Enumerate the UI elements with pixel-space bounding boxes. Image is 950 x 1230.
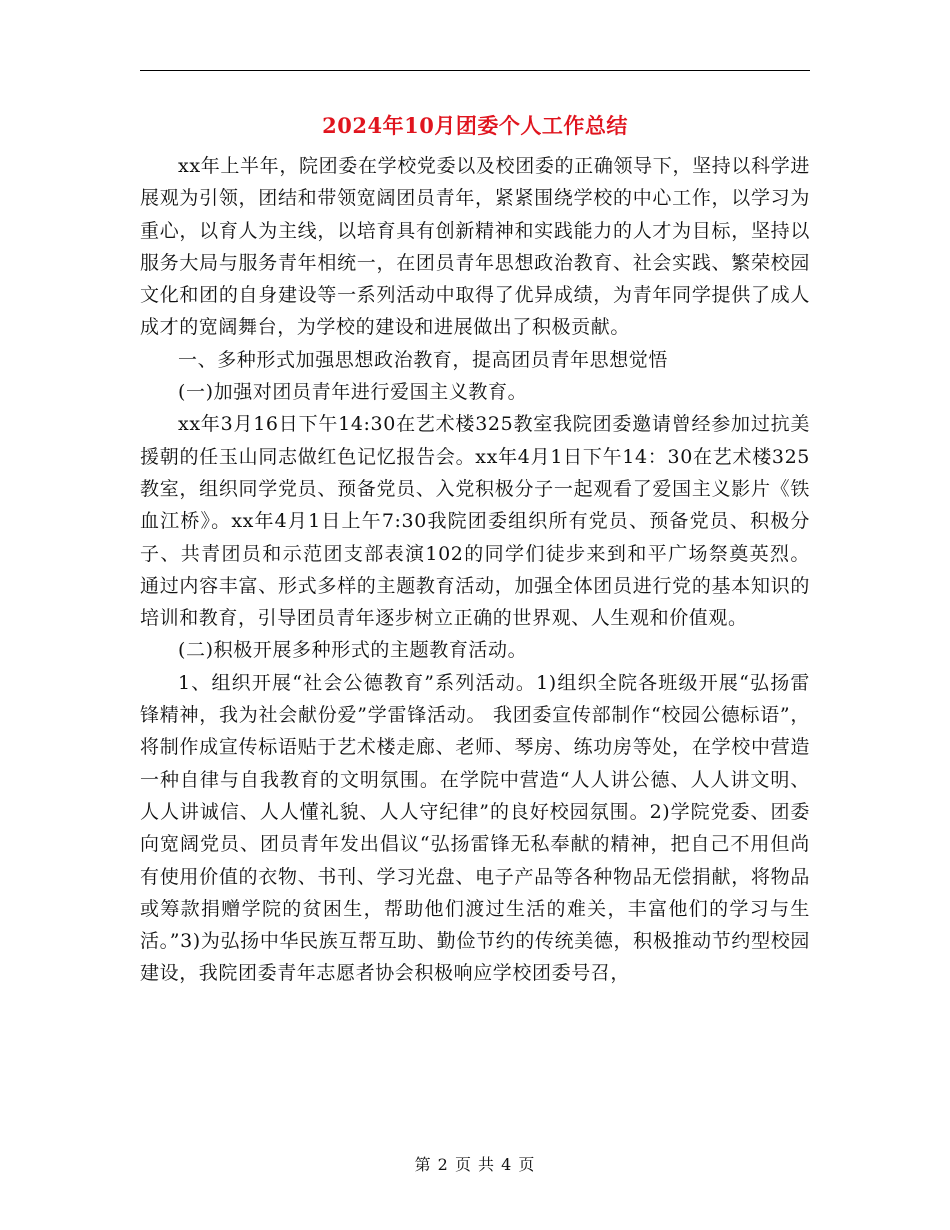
paragraph-intro: xx年上半年，院团委在学校党委以及校团委的正确领导下，坚持以科学进展观为引领，团结和带领宽阔团员青年，紧紧围绕学校的中心工作，以学习为重心，以育人为主线，以培育具有创新精神和实践能力的人才为目标，坚持以服务大局与服务青年相统一，在团员青年思想政治教育、社会实践、繁荣校园文化和团的自身建设等一系列活动中取得了优异成绩，为青年同学提供了成人成才的宽阔舞台，为学校的建设和进展做出了积极贡献。 — [140, 155, 810, 339]
paragraph-public-morality: 1、组织开展“社会公德教育”系列活动。1)组织全院各班级开展“弘扬雷锋精神，我为社会献份爱”学雷锋活动。 我团委宣传部制作“校园公德标语”，将制作成宣传标语贴于艺术楼走廊、老师、琴房、练功房等处，在学校中营造一种自律与自我教育的文明氛围。在学院中营造“人人讲公德、人人讲文明、人人讲诚信、人人懂礼貌、人人守纪律”的良好校园氛围。2)学院党委、团委向宽阔党员、团员青年发出倡议“弘扬雷锋无私奉献的精神，把自己不用但尚有使用价值的衣物、书刊、学习光盘、电子产品等各种物品无偿捐献，将物品或筹款捐赠学院的贫困生，帮助他们渡过生活的难关，丰富他们的学习与生活。”3)为弘扬中华民族互帮互助、勤俭节约的传统美德，积极推动节约型校园建设，我院团委青年志愿者协会积极响应学校团委号召， — [140, 671, 810, 985]
subsection-heading-1: (一)加强对团员青年进行爱国主义教育。 — [178, 381, 528, 404]
header-rule — [140, 70, 810, 71]
section-heading-1: 一、多种形式加强思想政治教育，提高团员青年思想觉悟 — [178, 348, 669, 371]
subsection-heading-2: (二)积极开展多种形式的主题教育活动。 — [178, 639, 528, 662]
paragraph-patriotic-education: xx年3月16日下午14:30在艺术楼325教室我院团委邀请曾经参加过抗美援朝的任玉山同志做红色记忆报告会。xx年4月1日下午14：30在艺术楼325教室，组织同学党员、预备党员、入党积极分子一起观看了爱国主义影片《铁血江桥》。xx年4月1日上午7:30我院团委组织所有党员、预备党员、积极分子、共青团员和示范团支部表演102的同学们徒步来到和平广场祭奠英烈。 通过内容丰富、形式多样的主题教育活动，加强全体团员进行党的基本知识的培训和教育，引导团员青年逐步树立正确的世界观、人生观和价值观。 — [140, 413, 810, 630]
document-body — [140, 150, 810, 990]
document-title: 2024年10月团委个人工作总结 — [322, 113, 628, 138]
page-footer: 第 2 页 共 4 页 — [414, 1155, 536, 1174]
